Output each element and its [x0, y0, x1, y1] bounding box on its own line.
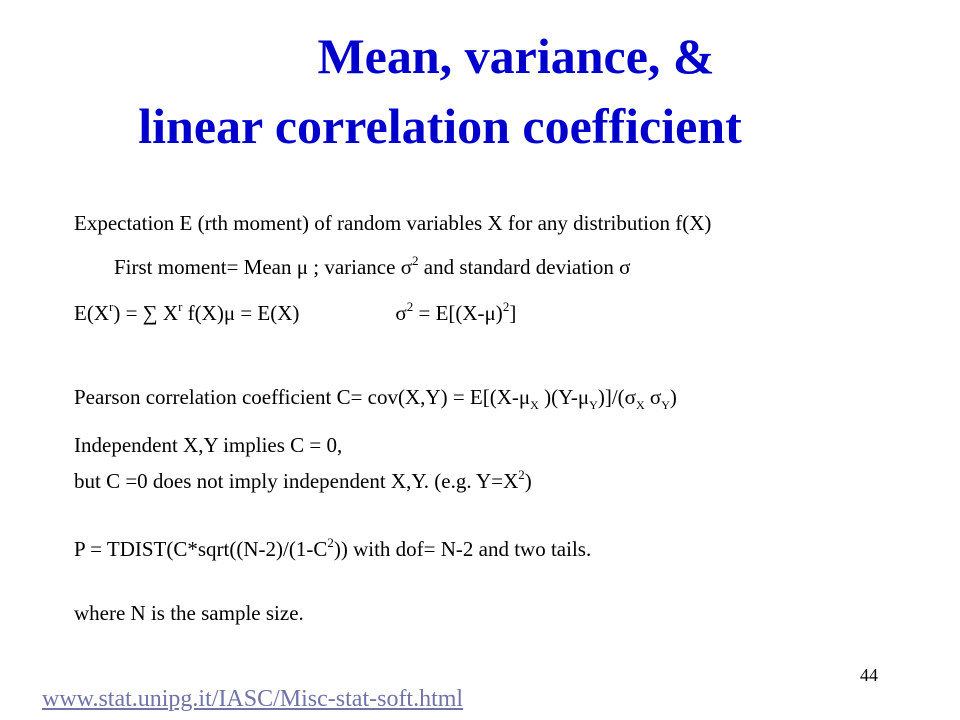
moment-formula-e: = E[(X-μ) [413, 301, 503, 325]
moment-formula-c: f(X)μ = E(X) [182, 301, 300, 325]
moment-formula-d: σ [395, 301, 407, 325]
pearson-a: Pearson correlation coefficient C= cov(X,Y) = E[(X-μ [74, 385, 531, 409]
pearson-sub1: X [530, 398, 539, 413]
variance-exponent: 2 [412, 253, 419, 268]
sample-size-text: where N is the sample size. [74, 601, 304, 625]
slide-title-line-2: linear correlation coefficient [138, 98, 742, 154]
first-moment-text [114, 254, 630, 280]
pearson-b: )(Y-μ [538, 385, 590, 409]
pearson-d: σ [644, 385, 662, 409]
p-formula-a: P = TDIST(C*sqrt((N-2)/(1-C [74, 537, 328, 561]
expectation-text: Expectation E (rth moment) of random variables X for any distribution f(X) [74, 211, 712, 235]
moment-formula-sup4: 2 [502, 299, 510, 314]
independent-text: Independent X,Y implies C = 0, [74, 433, 343, 457]
first-moment-suffix: and standard deviation σ [418, 255, 631, 279]
slide-title-line-1: Mean, variance, & [317, 28, 715, 84]
pearson-formula [74, 384, 677, 413]
pearson-sub2: Y [589, 398, 598, 413]
p-formula-sup: 2 [327, 535, 334, 550]
pearson-c: )]/(σ [597, 385, 636, 409]
not-imply-b: ) [524, 469, 532, 493]
not-imply-text [74, 468, 532, 494]
pearson-sub3: X [635, 398, 645, 413]
p-formula [74, 536, 591, 562]
moment-formula [74, 300, 516, 326]
not-imply-a: but C =0 does not imply independent X,Y. (e.g. Y=X [74, 469, 519, 493]
moment-formula-sup1: r [109, 299, 114, 314]
first-moment-prefix: First moment= Mean μ ; variance σ [114, 255, 413, 279]
not-imply-sup: 2 [518, 467, 525, 482]
pearson-sub4: Y [661, 398, 670, 413]
page-number: 44 [860, 665, 878, 685]
moment-formula-sup2: r [178, 299, 183, 314]
moment-formula-sup3: 2 [406, 299, 414, 314]
moment-formula-a: E(X [74, 301, 109, 325]
moment-formula-f: ] [509, 301, 517, 325]
p-formula-b: )) with dof= N-2 and two tails. [333, 537, 592, 561]
pearson-e: ) [669, 385, 677, 409]
reference-link[interactable]: www.stat.unipg.it/IASC/Misc-stat-soft.html [42, 686, 464, 712]
moment-formula-b: ) = ∑ X [113, 301, 179, 325]
